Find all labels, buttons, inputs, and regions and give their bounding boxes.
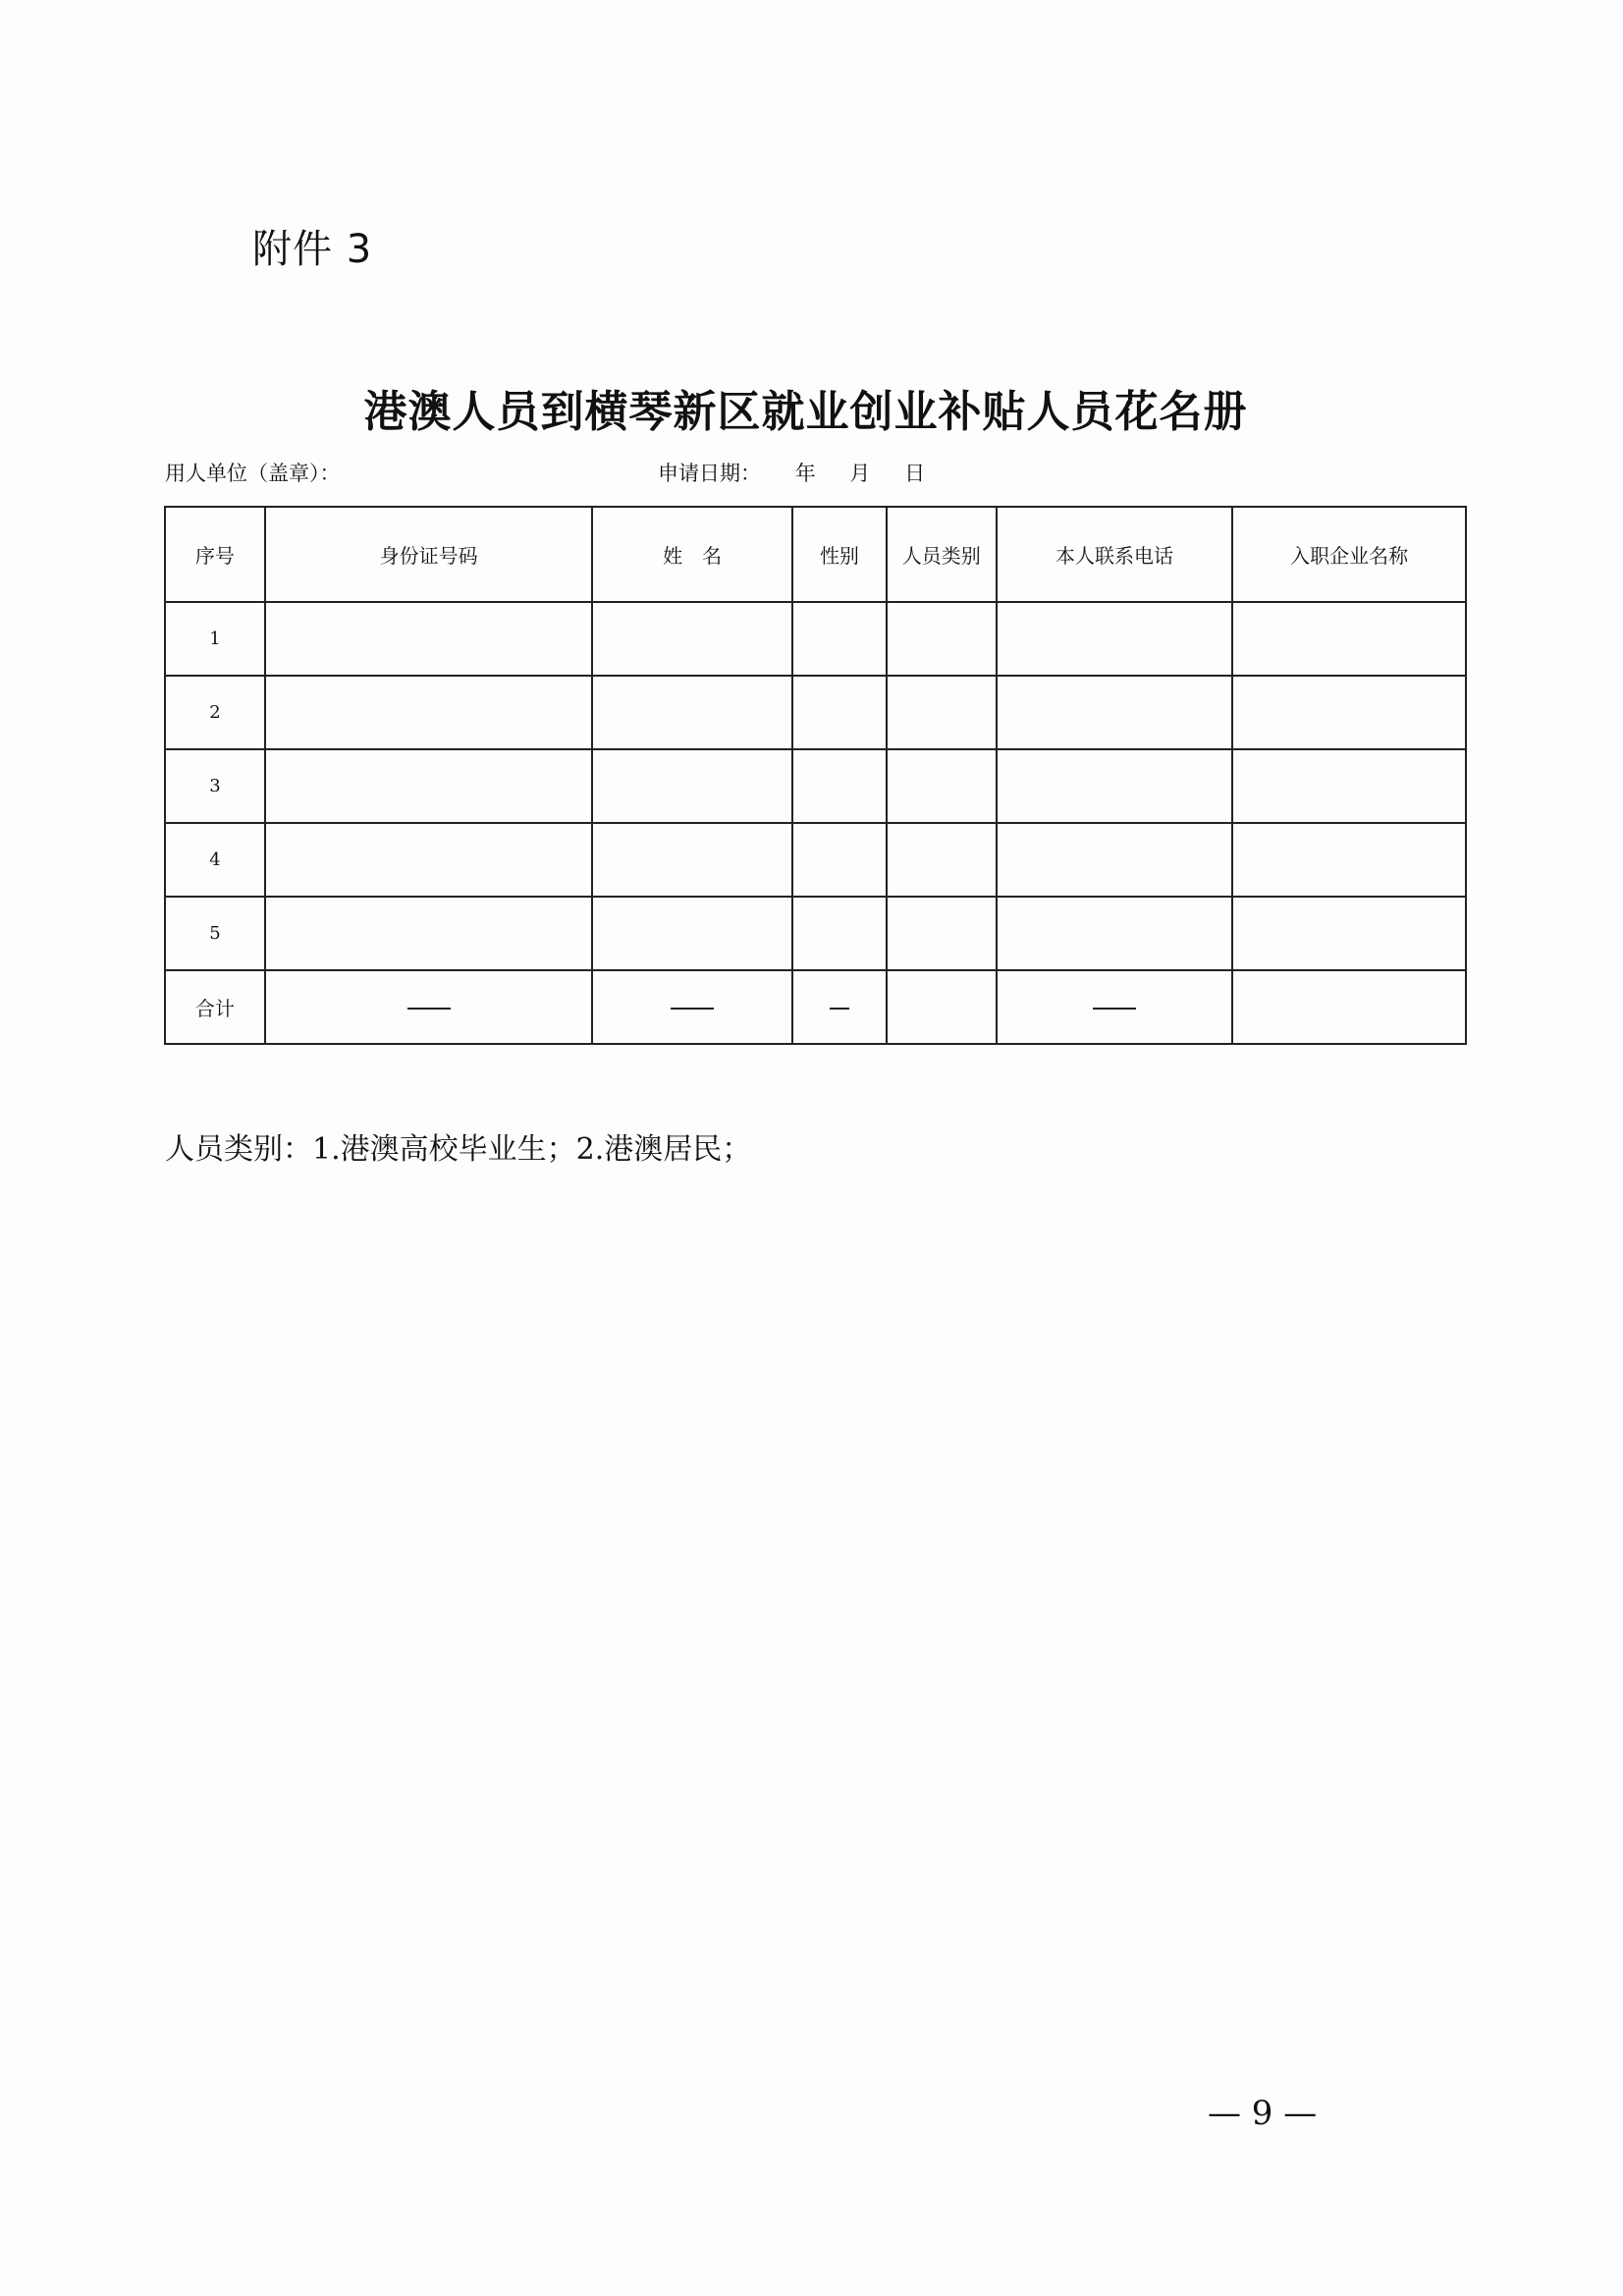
cell xyxy=(887,676,997,749)
table-row xyxy=(165,602,1466,676)
table-row xyxy=(165,676,1466,749)
table-row xyxy=(165,749,1466,823)
document-title xyxy=(0,376,1623,439)
cell xyxy=(997,823,1233,897)
cell xyxy=(997,897,1233,970)
attachment-label: 附件 3 xyxy=(252,227,373,272)
cell xyxy=(592,676,792,749)
cell xyxy=(265,676,592,749)
cell xyxy=(792,970,887,1044)
dash-mark xyxy=(407,1008,451,1010)
cell xyxy=(997,970,1233,1044)
cell xyxy=(265,602,592,676)
header-id-number: 身份证号码 xyxy=(265,507,592,602)
header-category: 人员类别 xyxy=(887,507,997,602)
cell xyxy=(265,823,592,897)
employer-label: 用人单位（盖章）： xyxy=(165,462,341,485)
cell xyxy=(792,602,887,676)
cell xyxy=(265,970,592,1044)
cell xyxy=(1232,602,1466,676)
roster-table xyxy=(164,506,1467,1045)
row-index: 3 xyxy=(165,749,265,823)
cell xyxy=(592,602,792,676)
cell xyxy=(1232,970,1466,1044)
header-phone: 本人联系电话 xyxy=(997,507,1233,602)
cell xyxy=(265,897,592,970)
cell xyxy=(792,823,887,897)
cell xyxy=(997,676,1233,749)
dash-mark xyxy=(830,1008,849,1010)
cell xyxy=(792,897,887,970)
date-year: 年 xyxy=(794,462,816,485)
date-day: 日 xyxy=(904,462,926,485)
row-index: 1 xyxy=(165,602,265,676)
cell xyxy=(997,749,1233,823)
dash-mark xyxy=(671,1008,714,1010)
cell xyxy=(592,897,792,970)
row-index: 4 xyxy=(165,823,265,897)
row-index: 5 xyxy=(165,897,265,970)
cell xyxy=(592,749,792,823)
cell xyxy=(1232,823,1466,897)
header-company: 入职企业名称 xyxy=(1232,507,1466,602)
page-number: — 9 — xyxy=(1208,2094,1318,2133)
dash-mark xyxy=(1093,1008,1136,1010)
cell xyxy=(1232,676,1466,749)
cell xyxy=(997,602,1233,676)
table-row xyxy=(165,897,1466,970)
cell xyxy=(887,897,997,970)
cell xyxy=(887,602,997,676)
table-row xyxy=(165,823,1466,897)
title-text: 港澳人员到横琴新区就业创业补贴人员花名册 xyxy=(363,387,1248,437)
row-index: 2 xyxy=(165,676,265,749)
total-label: 合计 xyxy=(165,970,265,1044)
cell xyxy=(887,749,997,823)
cell xyxy=(592,970,792,1044)
header-name: 姓 名 xyxy=(592,507,792,602)
date-month: 月 xyxy=(849,462,871,485)
cell xyxy=(887,970,997,1044)
cell xyxy=(265,749,592,823)
cell xyxy=(1232,749,1466,823)
cell xyxy=(792,749,887,823)
total-row xyxy=(165,970,1466,1044)
cell xyxy=(887,823,997,897)
cell xyxy=(792,676,887,749)
cell xyxy=(1232,897,1466,970)
application-date xyxy=(658,458,952,487)
date-label: 申请日期： xyxy=(658,462,761,485)
header-index: 序号 xyxy=(165,507,265,602)
cell xyxy=(592,823,792,897)
header-gender: 性别 xyxy=(792,507,887,602)
table-header-row xyxy=(165,507,1466,602)
category-note: 人员类别：1.港澳高校毕业生；2.港澳居民； xyxy=(165,1132,752,1167)
